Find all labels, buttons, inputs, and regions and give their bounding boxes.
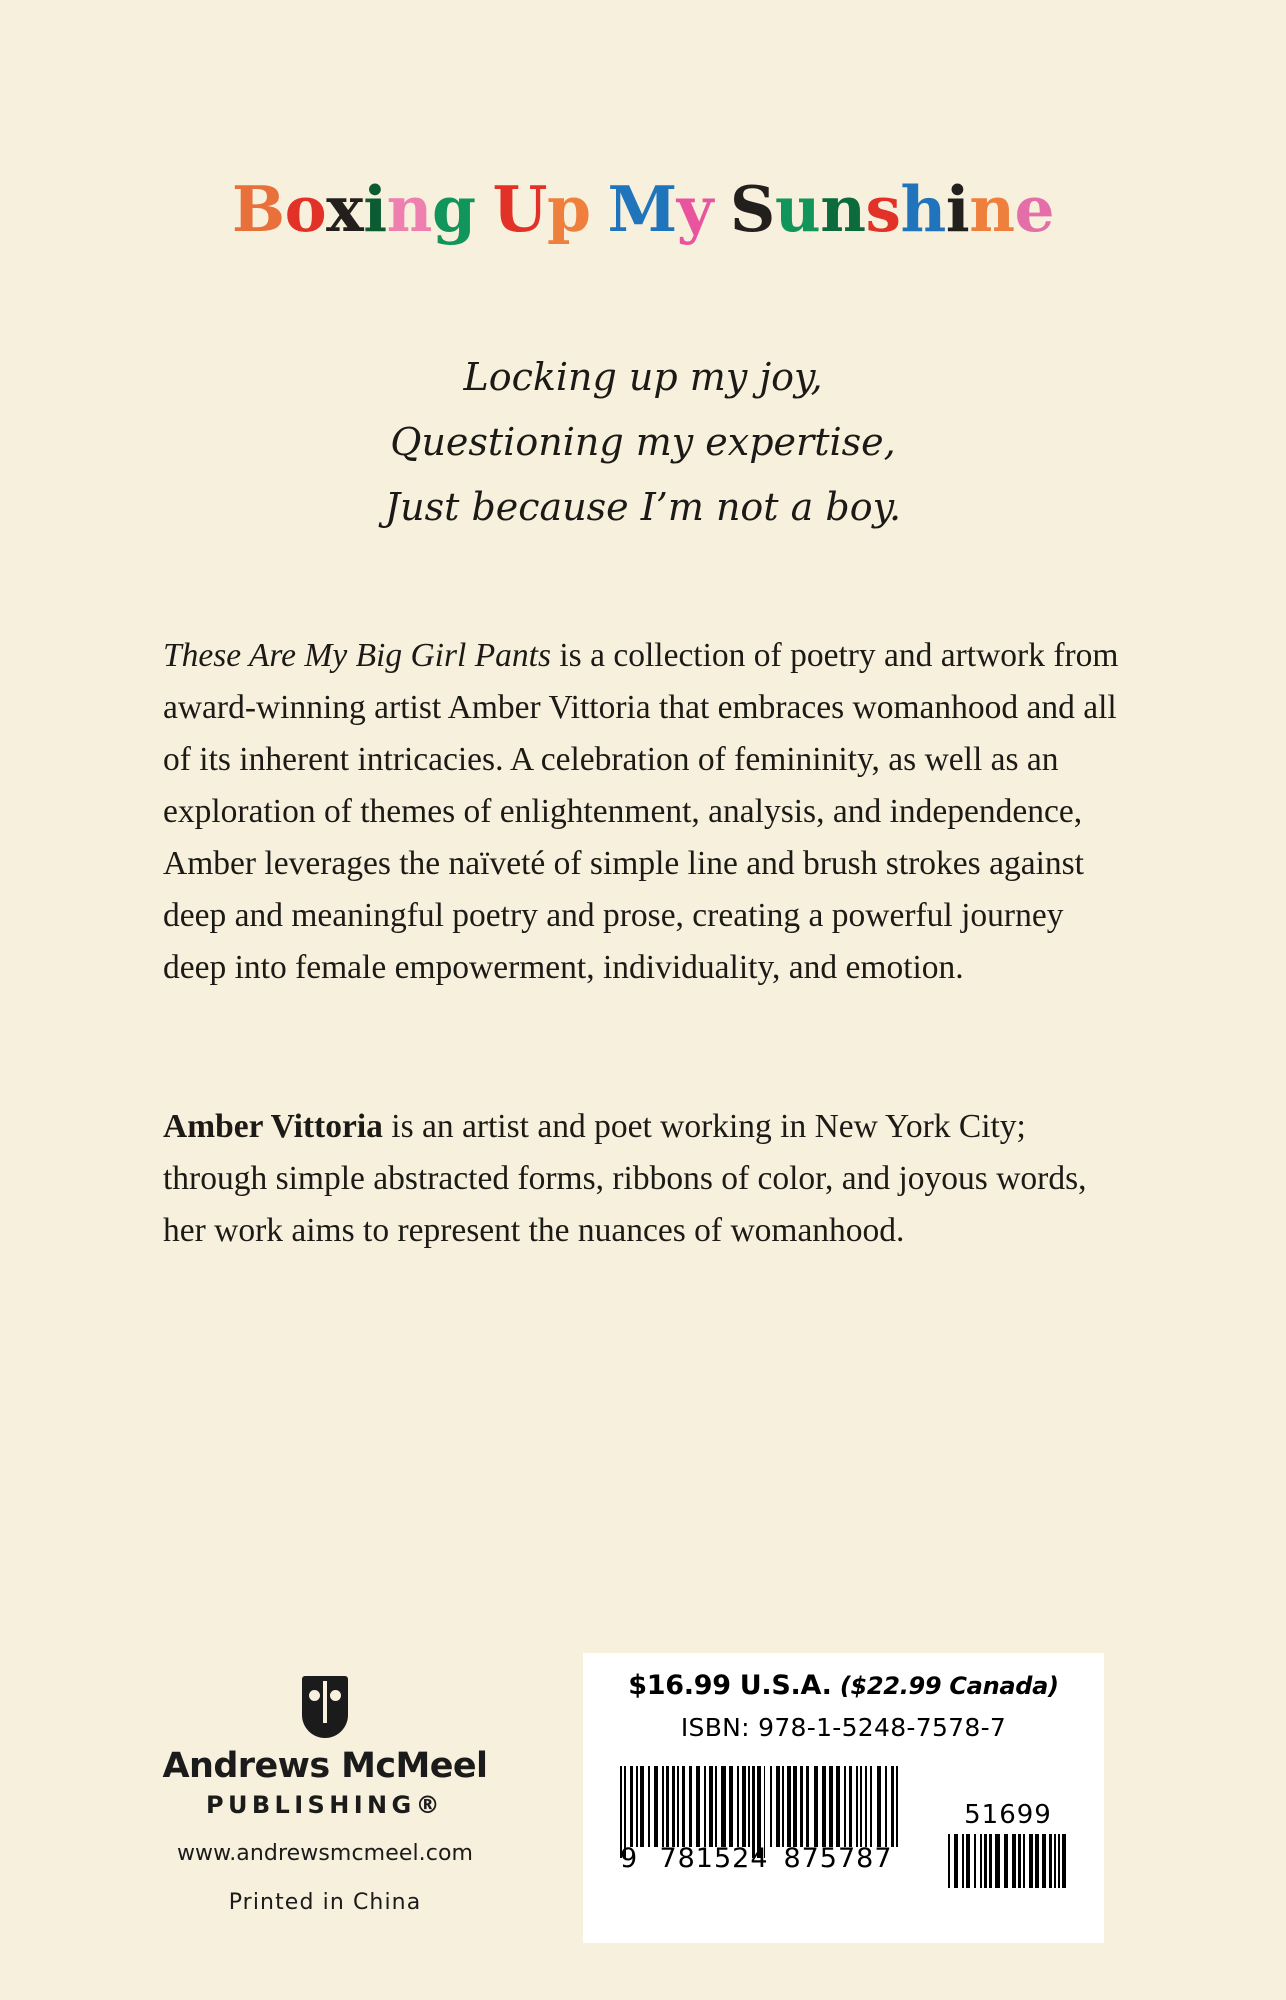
title-letter: s	[865, 172, 901, 246]
barcode-panel	[583, 1653, 1104, 1943]
title-letter: B	[231, 172, 285, 246]
barcode-bar	[898, 1766, 900, 1847]
title-word-my	[607, 172, 713, 246]
author-bio-paragraph	[163, 1101, 1123, 1257]
title-letter: o	[284, 172, 327, 246]
ean13-left-group: 781524	[659, 1842, 769, 1874]
andrews-mcmeel-face-logo-icon	[302, 1676, 348, 1738]
publisher-block	[160, 1676, 490, 1915]
poem-line: Questioning my expertise,	[390, 420, 896, 464]
ean13-digits	[620, 1843, 900, 1874]
publisher-subtitle: PUBLISHING®	[205, 1790, 445, 1819]
title-letter: i	[945, 172, 970, 246]
price-canada: ($22.99 Canada)	[839, 1672, 1059, 1700]
title-letter: y	[676, 172, 713, 246]
title-letter: e	[1014, 172, 1055, 246]
author-name: Amber Vittoria	[163, 1108, 383, 1145]
publisher-name: Andrews McMeel	[162, 1746, 488, 1786]
title-word-boxing	[231, 172, 476, 246]
title-letter: u	[774, 172, 821, 246]
price-line	[583, 1671, 1104, 1701]
poem-line: Just because I’m not a boy.	[384, 485, 902, 529]
description-paragraph	[163, 630, 1123, 994]
title-letter: n	[969, 172, 1015, 246]
title-letter: n	[386, 172, 432, 246]
book-title-italic: These Are My Big Girl Pants	[163, 637, 551, 674]
title-letter: x	[326, 172, 364, 246]
title-letter: S	[729, 172, 775, 246]
poem-excerpt	[0, 345, 1286, 540]
logo-eye-left-shape	[309, 1690, 320, 1701]
title-letter: g	[431, 172, 476, 246]
ean13-barcode	[620, 1766, 900, 1874]
logo-eye-right-shape	[330, 1690, 341, 1701]
logo-nose-shape	[323, 1681, 327, 1723]
title-word-up	[492, 172, 591, 246]
price-usa: $16.99 U.S.A.	[628, 1670, 832, 1701]
title-letter: n	[820, 172, 866, 246]
isbn-line: ISBN: 978-1-5248-7578-7	[680, 1712, 1007, 1742]
barcodes-group	[583, 1756, 1104, 1906]
addon-barcode	[948, 1800, 1068, 1896]
poem-line: Locking up my joy,	[463, 355, 823, 399]
book-title	[0, 172, 1286, 246]
description-text: is a collection of poetry and artwork from award-winning artist Amber Vittoria that embraces womanhood and all of its inherent intricacies. A celebration of femininity, as well as an exploration of themes of enlightenment, analysis, and independence, Amber leverages the naïveté of simple line and brush strokes against deep and meaningful poetry and prose, creating a powerful journey deep into female empowerment, individuality, and emotion.	[163, 637, 1119, 986]
author-bio-text: is an artist and poet working in New York City; through simple abstracted forms, ribbons of color, and joyous words, her work aims to represent the nuances of womanhood.	[163, 1108, 1087, 1249]
barcode-bar	[1066, 1834, 1068, 1889]
title-letter: p	[546, 172, 591, 246]
title-word-sunshine	[729, 172, 1055, 246]
publisher-website[interactable]: www.andrewsmcmeel.com	[176, 1840, 474, 1866]
back-cover-copy	[163, 630, 1123, 1257]
title-letter: i	[363, 172, 387, 246]
ean13-lead-digit: 9	[620, 1842, 639, 1874]
title-letter: U	[492, 172, 547, 246]
addon-bars	[948, 1834, 1068, 1896]
title-letter: M	[607, 172, 677, 246]
addon-digits: 51699	[964, 1799, 1052, 1830]
printed-in-label: Printed in China	[228, 1889, 422, 1915]
title-letter: h	[900, 172, 946, 246]
ean13-right-group: 875787	[783, 1842, 893, 1874]
